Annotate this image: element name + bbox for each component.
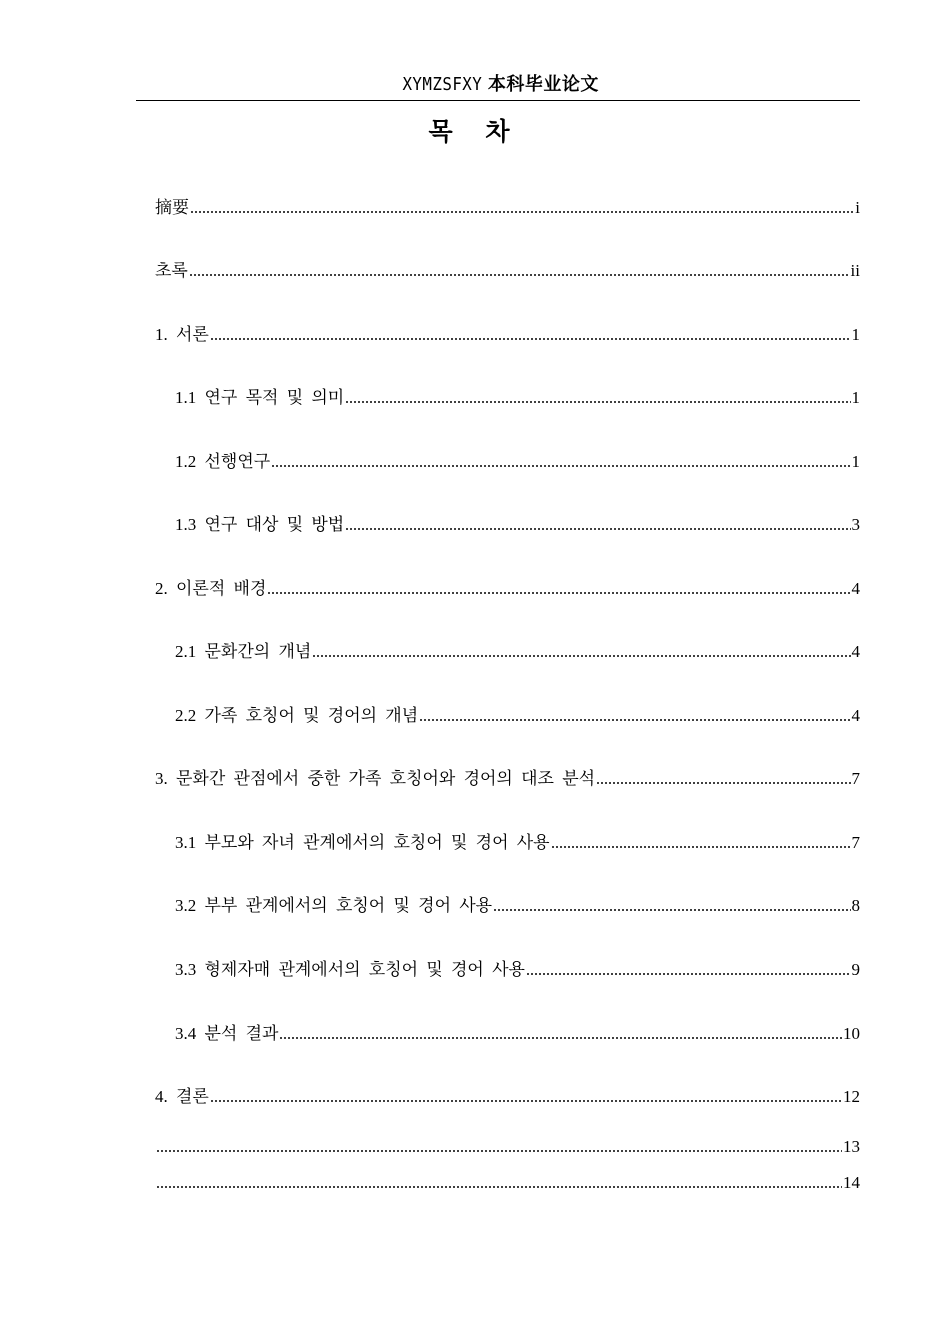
- toc-entry-page: 4: [851, 706, 860, 725]
- toc-dot-leader: [267, 591, 850, 595]
- toc-entry-section-2-2[interactable]: [175, 702, 860, 726]
- toc-dot-leader: [189, 273, 850, 277]
- header-subtitle: 本科毕业论文: [487, 74, 599, 95]
- toc-entry-page: 14: [843, 1173, 860, 1192]
- toc-entry-chapter-3[interactable]: [155, 765, 860, 789]
- toc-dot-leader: [210, 1099, 842, 1103]
- toc-entry-unlabeled-14[interactable]: [155, 1169, 860, 1193]
- toc-entry-chapter-4[interactable]: [155, 1083, 860, 1107]
- header-title: [397, 74, 599, 95]
- toc-entry-section-2-1[interactable]: [175, 638, 860, 662]
- toc-entry-label: 4. 결론: [155, 1087, 209, 1106]
- toc-entry-chapter-1[interactable]: [155, 321, 860, 345]
- toc-entry-page: 1: [851, 325, 860, 344]
- toc-entry-chapter-2[interactable]: [155, 575, 860, 599]
- toc-dot-leader: [156, 1149, 842, 1153]
- toc-entry-label: 2.1 문화간의 개념: [175, 642, 312, 661]
- toc-dot-leader: [551, 845, 851, 849]
- toc-entry-section-1-2[interactable]: [175, 448, 860, 472]
- toc-entry-section-3-3[interactable]: [175, 956, 860, 980]
- toc-entry-label: 3.3 형제자매 관계에서의 호칭어 및 경어 사용: [175, 960, 525, 979]
- toc-entry-abstract-cn[interactable]: [155, 194, 860, 218]
- toc-entry-page: 8: [851, 896, 860, 915]
- toc-entry-label: 1.3 연구 대상 및 방법: [175, 515, 345, 534]
- toc-entry-page: 7: [851, 769, 860, 788]
- header-code: XYMZSFXY: [402, 74, 483, 95]
- toc-dot-leader: [190, 210, 854, 214]
- toc-entry-label: 초록: [155, 261, 188, 280]
- toc-entry-label: 2.2 가족 호칭어 및 경어의 개념: [175, 706, 419, 725]
- toc-entry-label: 2. 이론적 배경: [155, 579, 267, 598]
- toc-entry-page: 10: [843, 1024, 860, 1043]
- toc-entry-section-1-3[interactable]: [175, 511, 860, 535]
- toc-entry-label: 摘要: [155, 198, 189, 217]
- toc-dot-leader: [345, 400, 850, 404]
- toc-entry-page: 12: [843, 1087, 860, 1106]
- toc-dot-leader: [493, 908, 850, 912]
- toc-entry-section-3-2[interactable]: [175, 892, 860, 916]
- toc-entry-page: ii: [850, 261, 860, 280]
- toc-entry-section-3-4[interactable]: [175, 1020, 860, 1044]
- toc-entry-label: 1.1 연구 목적 및 의미: [175, 388, 345, 407]
- toc-dot-leader: [156, 1185, 842, 1189]
- toc-dot-leader: [419, 718, 850, 722]
- toc-dot-leader: [271, 464, 850, 468]
- toc-entry-page: 1: [851, 388, 860, 407]
- toc-dot-leader: [526, 972, 851, 976]
- page-header: [136, 70, 860, 101]
- toc-entry-section-3-1[interactable]: [175, 829, 860, 853]
- toc-dot-leader: [345, 527, 850, 531]
- toc-entry-abstract-kr[interactable]: [155, 257, 860, 281]
- toc-entry-page: 13: [843, 1137, 860, 1156]
- toc-entry-label: 3.1 부모와 자녀 관계에서의 호칭어 및 경어 사용: [175, 833, 550, 852]
- toc-entry-page: i: [855, 198, 860, 217]
- toc-entry-unlabeled-13[interactable]: [155, 1133, 860, 1157]
- toc-dot-leader: [279, 1036, 842, 1040]
- toc-dot-leader: [312, 654, 850, 658]
- toc-dot-leader: [596, 781, 850, 785]
- toc-entry-label: 1. 서론: [155, 325, 209, 344]
- toc-entry-page: 4: [851, 579, 860, 598]
- toc-dot-leader: [210, 337, 851, 341]
- toc-entry-page: 4: [851, 642, 860, 661]
- toc-entry-label: 3. 문화간 관점에서 중한 가족 호칭어와 경어의 대조 분석: [155, 769, 596, 788]
- page-title: 목 차: [428, 117, 522, 146]
- toc-entry-page: 9: [851, 960, 860, 979]
- toc-entry-label: 3.2 부부 관계에서의 호칭어 및 경어 사용: [175, 896, 493, 915]
- toc-entry-page: 3: [851, 515, 860, 534]
- toc-entry-page: 1: [851, 452, 860, 471]
- toc-entry-label: 3.4 분석 결과: [175, 1024, 279, 1043]
- toc-entry-label: 1.2 선행연구: [175, 452, 271, 471]
- toc-entry-section-1-1[interactable]: [175, 384, 860, 408]
- toc-entry-page: 7: [851, 833, 860, 852]
